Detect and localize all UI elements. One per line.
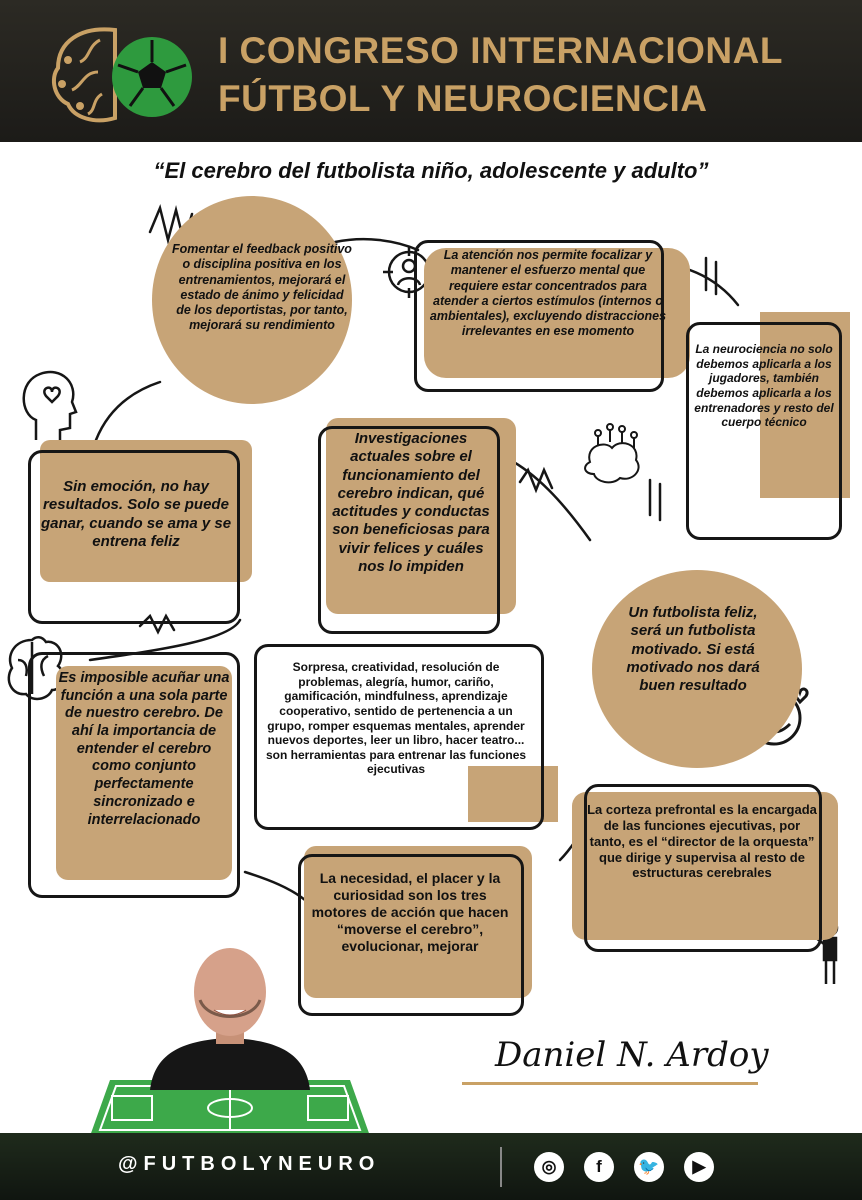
signature-underline <box>462 1082 758 1085</box>
connector-line <box>245 872 305 900</box>
facebook-icon[interactable]: f <box>584 1152 614 1182</box>
congress-title-line1: I CONGRESO INTERNACIONAL <box>218 30 783 71</box>
brain-network-icon <box>585 424 639 482</box>
neurociencia-text: La neurociencia no solo debemos aplicarla a los jugadores, también debemos aplicarla a los entrenadores y resto del cuerpo técnico <box>694 342 834 430</box>
zigzag-decoration <box>706 258 716 294</box>
necesidad-text: La necesidad, el placer y la curiosidad son los tres motores de acción que hacen “moverse el cerebro”, evolucionar, mejorar <box>311 870 509 955</box>
corteza-text: La corteza prefrontal es la encargada de las funciones ejecutivas, por tanto, es el “director de la orquesta” que dirige y supervisa al resto de estructuras cerebrales <box>587 802 817 881</box>
imposible-text: Es imposible acuñar una función a una sola parte de nuestro cerebro. De ahí la importancia de entender el cerebro como conjunto perfectamente sincronizado e interrelacionado <box>58 670 230 828</box>
speaker-portrait <box>90 940 370 1136</box>
feedback-text: Fomentar el feedback positivo o disciplina positiva en los entrenamientos, mejorará el estado de ánimo y felicidad de los deportistas, por tanto, mejorará su rendimiento <box>172 242 352 333</box>
twitter-icon[interactable]: 🐦 <box>634 1152 664 1182</box>
footer-divider <box>500 1147 502 1187</box>
zigzag-decoration <box>650 480 660 520</box>
atencion-text: La atención nos permite focalizar y mantener el esfuerzo mental que requiere estar concentrados para atender a ciertos estímulos (internos o ambientales), excluyendo distracciones irrelevantes en ese momento <box>429 248 667 339</box>
futbolista-feliz-text: Un futbolista feliz, será un futbolista motivado. Si está motivado nos dará buen resultado <box>626 604 760 695</box>
instagram-icon[interactable]: ◎ <box>534 1152 564 1182</box>
investigaciones-text: Investigaciones actuales sobre el funcionamiento del cerebro indican, qué actitudes y conductas son beneficiosas para vivir felices y cuáles nos lo impiden <box>332 430 490 576</box>
social-handle[interactable]: @FUTBOLYNEURO <box>118 1153 381 1175</box>
author-signature: Daniel N. Ardoy <box>495 1035 769 1075</box>
emocion-text: Sin emoción, no hay resultados. Solo se puede ganar, cuando se ama y se entrena feliz <box>40 478 232 550</box>
youtube-icon[interactable]: ▶ <box>684 1152 714 1182</box>
sorpresa-text: Sorpresa, creatividad, resolución de problemas, alegría, humor, cariño, gamificación, mindfulness, aprendizaje cooperativo, sentido de pertenencia a un grupo, romper esquemas mentales, aprender nuevos deportes, leer un libro, hacer teatro... son herramientas para entrenar las funciones ejecutivas <box>265 660 527 777</box>
page-subtitle: “El cerebro del futbolista niño, adolescente y adulto” <box>153 158 709 183</box>
congress-title-line2: FÚTBOL Y NEUROCIENCIA <box>218 78 708 119</box>
head-heart-icon <box>24 372 76 440</box>
connector-line <box>96 382 160 440</box>
